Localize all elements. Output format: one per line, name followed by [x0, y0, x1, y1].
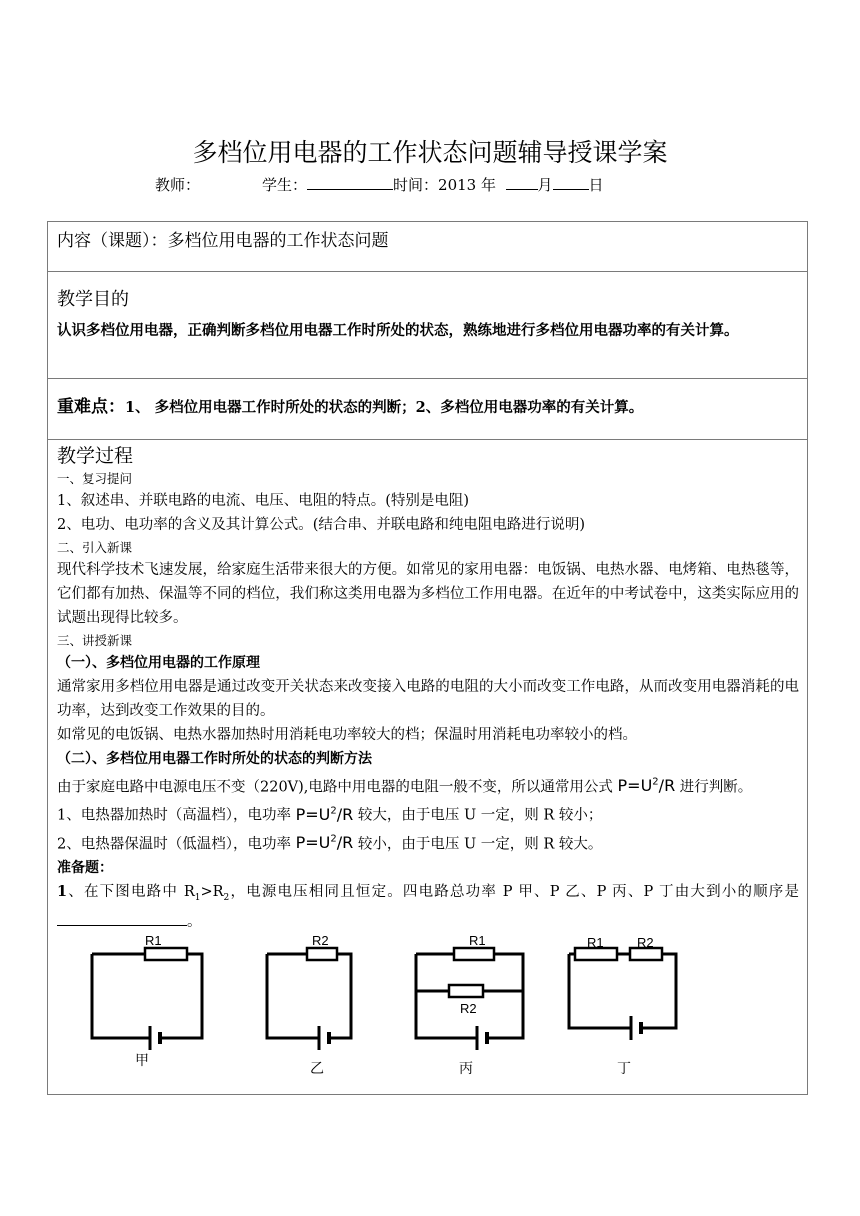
circuit-yi: [267, 948, 351, 1050]
label-jia-r1: R1: [145, 933, 162, 948]
month-label: 月: [537, 176, 553, 194]
student-label: 学生：: [262, 176, 308, 194]
section-intro: 二、引入新课: [57, 540, 133, 555]
formula: $P=U^2/R$: [295, 804, 354, 824]
goal-text: 认识多档位用电器，正确判断多档位用电器工作时所处的状态，熟练地进行多档位用电器功率的有关计算。: [57, 322, 739, 339]
label-bing-r2: R2: [460, 1000, 477, 1016]
formula: $P=U^2/R$: [617, 776, 676, 796]
formula: $P=U^2/R$: [295, 832, 354, 852]
month-blank: [506, 175, 538, 190]
header-info-line: [155, 174, 604, 195]
teacher-label: 教师：: [155, 176, 201, 194]
label-ding-r2: R2: [637, 934, 654, 950]
circuit-diagrams-svg: [57, 934, 797, 1094]
goal-heading: 教学目的: [57, 289, 129, 310]
student-blank: [307, 175, 393, 190]
process-row: [48, 440, 808, 1095]
principle-example: 如常见的电饭锅、电热水器加热时用消耗电功率较大的档；保温时用消耗电功率较小的档。: [57, 727, 637, 743]
section-new: 三、讲授新课: [57, 633, 133, 648]
circuit-ding: [569, 948, 676, 1040]
question-1: 1、在下图电路中 $R_1>R_2$，电源电压相同且恒定。四电路总功率 P 甲、P 乙、P 丙、P 丁由大到小的顺序是。: [57, 882, 799, 930]
sub-heading-principle: （一）、多档位用电器的工作原理: [57, 655, 260, 671]
prep-label: 准备题：: [57, 859, 113, 876]
circuit-diagrams: [57, 934, 799, 1094]
caption-jia: 甲: [135, 1052, 149, 1069]
label-bing-r1: R1: [469, 933, 486, 948]
answer-blank: [57, 911, 187, 926]
review-q2: 2、电功、电功率的含义及其计算公式。(结合串、并联电路和纯电阻电路进行说明): [57, 517, 586, 533]
lesson-table: [47, 221, 808, 1095]
resistor-symbol: [145, 948, 187, 960]
warming-rule: 2、电热器保温时（低温档），电功率 $P=U^2/R$ 较小，由于电压 U 一定，则 R 较大。: [57, 832, 603, 852]
review-q1: 1、叙述串、并联电路的电流、电压、电阻的特点。(特别是电阻): [57, 493, 470, 509]
day-label: 日: [588, 176, 604, 194]
key-row: [48, 379, 808, 440]
key-text: 1、 多档位用电器工作时所处的状态的判断；2、多档位用电器功率的有关计算。: [125, 399, 644, 416]
sub-heading-method: （二）、多档位用电器工作时所处的状态的判断方法: [57, 751, 372, 767]
resistor-symbol: [307, 948, 337, 960]
key-points: [57, 392, 799, 420]
circuit-bing: [416, 948, 523, 1050]
caption-bing: 丙: [459, 1060, 473, 1077]
circuit-jia: [92, 948, 202, 1050]
day-blank: [553, 175, 589, 190]
label-ding-r1: R1: [587, 934, 604, 950]
intro-paragraph: 现代科学技术飞速发展，给家庭生活带来很大的方便。如常见的家用电器：电饭锅、电热水器、电烤箱、电热毯等，它们都有加热、保温等不同的档位，我们称这类用电器为多档位工作用电器。在近年的中考试卷中，这类实际应用的试题出现得比较多。: [57, 562, 799, 626]
goal-row: [48, 272, 808, 379]
caption-yi: 乙: [310, 1060, 324, 1077]
page-title: 多档位用电器的工作状态问题辅导授课学案: [192, 138, 668, 167]
key-label: 重难点：: [57, 397, 125, 417]
content-topic: 内容（课题）：多档位用电器的工作状态问题: [57, 231, 389, 251]
section-review: 一、复习提问: [57, 471, 133, 486]
process-heading: 教学过程: [57, 445, 134, 467]
time-label: 时间：2013 年: [393, 176, 496, 194]
principle-paragraph: 通常家用多档位用电器是通过改变开关状态来改变接入电路的电阻的大小而改变工作电路，从而改变用电器消耗的电功率，达到改变工作效果的目的。: [57, 679, 799, 719]
resistor-symbol: [454, 948, 494, 960]
label-yi-r2: R2: [312, 933, 329, 948]
content-row: [48, 222, 808, 272]
caption-ding: 丁: [617, 1060, 631, 1077]
heating-rule: 1、电热器加热时（高温档），电功率 $P=U^2/R$ 较大，由于电压 U 一定，则 R 较小；: [57, 804, 603, 824]
resistor-symbol: [449, 985, 483, 997]
method-paragraph: 由于家庭电路中电源电压不变（220V),电路中用电器的电阻一般不变，所以通常用公式 $P=U^2/R$ 进行判断。: [57, 776, 753, 796]
